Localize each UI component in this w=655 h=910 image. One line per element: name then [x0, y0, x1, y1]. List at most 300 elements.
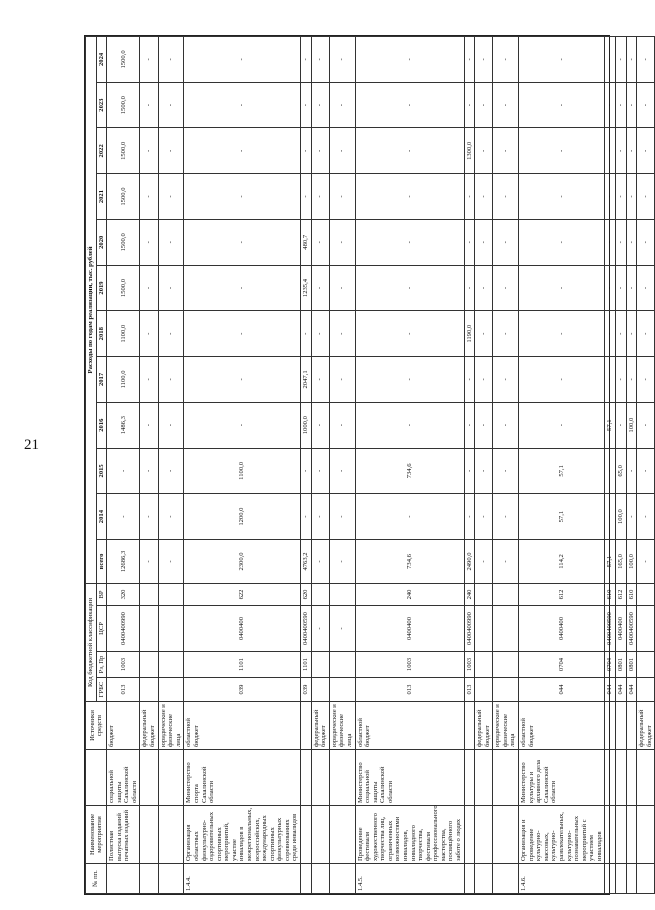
expense-value-cell: 57,1 — [605, 402, 616, 448]
expense-value-cell: - — [475, 128, 493, 174]
expense-value-cell: - — [475, 311, 493, 357]
expense-value-cell: - — [355, 219, 464, 265]
table-row — [184, 37, 301, 894]
table-row — [311, 37, 329, 894]
event-name — [493, 806, 519, 864]
expense-value-cell: - — [329, 494, 355, 540]
executor — [301, 750, 312, 806]
row-number — [626, 864, 637, 894]
budget-code-cell — [329, 678, 355, 702]
budget-code-cell: 013 — [464, 678, 475, 702]
expense-value-cell: - — [464, 37, 475, 83]
expense-value-cell: - — [355, 357, 464, 403]
expense-value-cell: - — [464, 219, 475, 265]
budget-code-cell — [140, 583, 158, 605]
expense-value-cell: - — [301, 494, 312, 540]
funding-source — [626, 702, 637, 750]
budget-code-cell: 612 — [616, 583, 627, 605]
expense-value-cell: 734,6 — [355, 539, 464, 583]
expense-value-cell: 1100,0 — [184, 448, 301, 494]
funding-source — [616, 702, 627, 750]
event-name: Организация областных физкультурно-оздоровительных спортивных мероприятий, участие инвалидов в межрегиональных, всероссийских, международных спортивных физкультурных соревнованиях среди инвалидов — [184, 806, 301, 864]
expense-value-cell: - — [637, 448, 655, 494]
budget-code-cell — [311, 678, 329, 702]
table-row — [493, 37, 519, 894]
expense-value-cell: - — [637, 265, 655, 311]
expense-value-cell: - — [158, 402, 184, 448]
funding-source — [605, 702, 616, 750]
budget-code-cell — [329, 583, 355, 605]
expense-value-cell: - — [464, 448, 475, 494]
budget-code-cell — [158, 606, 184, 652]
expense-value-cell: - — [329, 402, 355, 448]
expense-value-cell: - — [158, 539, 184, 583]
expense-value-cell: - — [626, 219, 637, 265]
row-number — [616, 864, 627, 894]
budget-code-cell: 1003 — [464, 652, 475, 678]
budget-code-cell: 013 — [355, 678, 464, 702]
expense-value-cell: - — [605, 311, 616, 357]
funding-source: федеральный бюджет — [311, 702, 329, 750]
expense-value-cell: 100,0 — [626, 402, 637, 448]
budget-code-cell: 612 — [519, 583, 605, 605]
budget-code-cell — [637, 606, 655, 652]
executor — [626, 750, 637, 806]
budget-code-cell: 0400400 — [355, 606, 464, 652]
expense-value-cell: - — [493, 494, 519, 540]
table-row — [475, 37, 493, 894]
expense-value-cell: 100,0 — [626, 539, 637, 583]
budget-code-cell: - — [311, 606, 329, 652]
funding-source: областной бюджет — [355, 702, 464, 750]
expense-value-cell: - — [355, 37, 464, 83]
budget-code-cell: 044 — [519, 678, 605, 702]
expense-value-cell: 1500,0 — [107, 128, 140, 174]
budget-code-cell: 1003 — [355, 652, 464, 678]
budget-code-cell: 0400400990 — [107, 606, 140, 652]
expense-value-cell: - — [493, 539, 519, 583]
expense-value-cell: - — [519, 311, 605, 357]
expense-value-cell: - — [311, 174, 329, 220]
budget-code-cell — [158, 678, 184, 702]
expense-value-cell: - — [519, 357, 605, 403]
expense-value-cell: - — [519, 219, 605, 265]
expense-value-cell: - — [464, 357, 475, 403]
rotated-table-frame — [84, 35, 653, 895]
budget-code-cell: 0704 — [519, 652, 605, 678]
expense-value-cell: 1486,3 — [107, 402, 140, 448]
expense-value-cell: - — [493, 219, 519, 265]
budget-code-cell — [140, 606, 158, 652]
expense-value-cell: 57,1 — [519, 494, 605, 540]
expense-value-cell: - — [464, 174, 475, 220]
executor — [158, 750, 184, 806]
budget-code-cell: 044 — [605, 678, 616, 702]
expense-value-cell: - — [519, 37, 605, 83]
expense-value-cell: - — [605, 494, 616, 540]
funding-source — [464, 702, 475, 750]
expense-value-cell: - — [355, 174, 464, 220]
expense-value-cell: - — [637, 494, 655, 540]
expense-value-cell: 2047,1 — [301, 357, 312, 403]
expense-value-cell: - — [637, 37, 655, 83]
page-number: 21 — [24, 437, 39, 453]
executor — [329, 750, 355, 806]
header-year-2015: 2015 — [96, 448, 107, 494]
row-number — [605, 864, 616, 894]
table-row — [616, 37, 627, 894]
expense-value-cell: - — [493, 448, 519, 494]
budget-code-cell — [493, 678, 519, 702]
expense-value-cell: - — [626, 82, 637, 128]
expense-value-cell: - — [475, 174, 493, 220]
expense-value-cell: - — [616, 402, 627, 448]
expense-value-cell: - — [637, 357, 655, 403]
budget-code-cell: 0400400990 — [464, 606, 475, 652]
header-exec — [86, 750, 107, 806]
table-row — [355, 37, 464, 894]
row-number — [107, 864, 140, 894]
expense-value-cell: - — [140, 402, 158, 448]
expense-value-cell: 1000,0 — [301, 402, 312, 448]
expense-value-cell: 100,0 — [616, 494, 627, 540]
expense-value-cell: 2490,0 — [464, 539, 475, 583]
header-code-rzpr: Рз, Пр — [96, 652, 107, 678]
expense-value-cell: - — [355, 265, 464, 311]
expense-value-cell: - — [493, 82, 519, 128]
expense-value-cell: - — [140, 174, 158, 220]
table-row — [140, 37, 158, 894]
budget-code-cell — [311, 652, 329, 678]
funding-source: областной бюджет — [184, 702, 301, 750]
budget-code-cell: 013 — [107, 678, 140, 702]
budget-code-cell: 0400400590 — [605, 606, 616, 652]
header-source: Источники средств — [86, 702, 107, 750]
expense-value-cell: - — [140, 265, 158, 311]
expense-value-cell: - — [493, 357, 519, 403]
row-number — [311, 864, 329, 894]
event-name — [464, 806, 475, 864]
expense-value-cell: - — [626, 494, 637, 540]
budget-code-cell: 1003 — [107, 652, 140, 678]
executor — [637, 750, 655, 806]
budget-code-cell: 044 — [626, 678, 637, 702]
expense-value-cell: - — [311, 448, 329, 494]
event-name — [329, 806, 355, 864]
expense-value-cell: - — [329, 357, 355, 403]
expense-value-cell: - — [616, 128, 627, 174]
expense-value-cell: 57,1 — [605, 539, 616, 583]
expense-value-cell: - — [184, 357, 301, 403]
header-year-2014: 2014 — [96, 494, 107, 540]
expense-value-cell: - — [311, 128, 329, 174]
budget-code-cell — [637, 583, 655, 605]
budget-code-cell: 039 — [184, 678, 301, 702]
expense-value-cell: - — [493, 311, 519, 357]
header-years-group: Расходы по годам реализации, тыс. рублей — [86, 37, 97, 584]
event-name — [637, 806, 655, 864]
budget-code-cell: 0704 — [605, 652, 616, 678]
expense-value-cell: - — [605, 448, 616, 494]
expense-value-cell: 1190,0 — [464, 311, 475, 357]
budget-code-cell: 0801 — [616, 652, 627, 678]
expense-value-cell: - — [519, 128, 605, 174]
budget-code-cell: 0400400590 — [301, 606, 312, 652]
expense-value-cell: - — [605, 82, 616, 128]
expense-value-cell: - — [519, 265, 605, 311]
row-number — [637, 864, 655, 894]
expense-value-cell: - — [605, 265, 616, 311]
expense-value-cell: - — [519, 402, 605, 448]
expense-value-cell: - — [616, 311, 627, 357]
expense-value-cell: - — [311, 539, 329, 583]
expense-value-cell: 1500,0 — [107, 37, 140, 83]
expense-value-cell: 4763,2 — [301, 539, 312, 583]
executor — [475, 750, 493, 806]
row-number: 1.4.5. — [355, 864, 464, 894]
executor: Министерство социальной защиты Сахалинской области — [355, 750, 464, 806]
expense-value-cell: - — [140, 357, 158, 403]
expense-value-cell: - — [616, 265, 627, 311]
expense-value-cell: - — [184, 174, 301, 220]
expense-value-cell: - — [605, 174, 616, 220]
budget-code-cell — [475, 678, 493, 702]
budget-code-cell — [475, 606, 493, 652]
header-year-2016: 2016 — [96, 402, 107, 448]
header-year-2021: 2021 — [96, 174, 107, 220]
budget-code-cell — [158, 583, 184, 605]
expense-value-cell: 1235,4 — [301, 265, 312, 311]
table-row — [301, 37, 312, 894]
expense-value-cell: - — [355, 311, 464, 357]
budget-table — [85, 36, 655, 894]
row-number — [464, 864, 475, 894]
expense-value-cell: 1500,0 — [107, 82, 140, 128]
expense-value-cell: - — [464, 494, 475, 540]
event-name — [605, 806, 616, 864]
budget-code-cell: 0400400 — [616, 606, 627, 652]
expense-value-cell: - — [355, 402, 464, 448]
expense-value-cell: - — [329, 128, 355, 174]
row-number: 1.4.6. — [519, 864, 605, 894]
header-year-2024: 2024 — [96, 37, 107, 83]
expense-value-cell: - — [637, 402, 655, 448]
expense-value-cell: - — [637, 82, 655, 128]
expense-value-cell: - — [301, 37, 312, 83]
expense-value-cell: - — [311, 311, 329, 357]
expense-value-cell: - — [329, 219, 355, 265]
executor — [616, 750, 627, 806]
executor — [605, 750, 616, 806]
budget-code-cell — [493, 583, 519, 605]
budget-code-cell: 622 — [184, 583, 301, 605]
expense-value-cell: - — [464, 82, 475, 128]
expense-value-cell: - — [355, 494, 464, 540]
expense-value-cell: - — [184, 128, 301, 174]
executor: Министерство культуры и архивного дела Сахалинской области — [519, 750, 605, 806]
header-code-group: Код бюджетной классификации — [86, 583, 97, 701]
funding-source: юридические и физические лица — [493, 702, 519, 750]
expense-value-cell: - — [605, 219, 616, 265]
budget-code-cell: 044 — [616, 678, 627, 702]
header-year-2023: 2023 — [96, 82, 107, 128]
event-name: Полистная выпуска изданий печатных изданий — [107, 806, 140, 864]
budget-code-cell: 240 — [464, 583, 475, 605]
expense-value-cell: - — [158, 82, 184, 128]
expense-value-cell: 1200,0 — [184, 494, 301, 540]
funding-source: бюджет — [107, 702, 140, 750]
expense-value-cell: - — [475, 448, 493, 494]
header-year-2018: 2018 — [96, 311, 107, 357]
expense-value-cell: - — [637, 174, 655, 220]
expense-value-cell: - — [626, 448, 637, 494]
table-row — [329, 37, 355, 894]
expense-value-cell: 1100,0 — [107, 357, 140, 403]
budget-code-cell: 320 — [107, 583, 140, 605]
expense-value-cell: - — [184, 311, 301, 357]
budget-code-cell: 610 — [626, 583, 637, 605]
budget-code-cell — [329, 652, 355, 678]
expense-value-cell: - — [519, 174, 605, 220]
expense-value-cell: 1500,0 — [107, 219, 140, 265]
expense-value-cell: - — [158, 37, 184, 83]
expense-value-cell: - — [329, 265, 355, 311]
expense-value-cell: - — [626, 311, 637, 357]
expense-value-cell: - — [301, 311, 312, 357]
expense-value-cell: - — [355, 128, 464, 174]
budget-code-cell — [140, 652, 158, 678]
expense-value-cell: - — [616, 357, 627, 403]
expense-value-cell: - — [493, 265, 519, 311]
executor: социальной защиты Сахалинской области — [107, 750, 140, 806]
event-name — [475, 806, 493, 864]
expense-value-cell: 57,1 — [519, 448, 605, 494]
event-name — [140, 806, 158, 864]
expense-value-cell: - — [637, 219, 655, 265]
expense-value-cell: - — [311, 37, 329, 83]
expense-value-cell: - — [311, 82, 329, 128]
budget-code-cell: 0801 — [626, 652, 637, 678]
expense-value-cell: - — [475, 265, 493, 311]
expense-value-cell: - — [616, 37, 627, 83]
header-row-1 — [86, 37, 97, 894]
budget-code-cell: 0400400 — [519, 606, 605, 652]
budget-code-cell — [311, 583, 329, 605]
expense-value-cell: - — [158, 128, 184, 174]
funding-source: федеральный бюджет — [637, 702, 655, 750]
row-number: 1.4.4. — [184, 864, 301, 894]
event-name: Организация и проведение культурно-массовых, культурно-развлекательных, культурно-познавательных мероприятий с участием инвалидов — [519, 806, 605, 864]
expense-value-cell: - — [329, 37, 355, 83]
expense-value-cell: - — [311, 402, 329, 448]
expense-value-cell: - — [140, 448, 158, 494]
table-row — [637, 37, 655, 894]
budget-code-cell — [158, 652, 184, 678]
expense-value-cell: - — [464, 402, 475, 448]
expense-value-cell: - — [605, 357, 616, 403]
expense-value-cell: - — [616, 82, 627, 128]
budget-code-cell: 1101 — [301, 652, 312, 678]
expense-value-cell: - — [184, 37, 301, 83]
expense-value-cell: - — [626, 128, 637, 174]
table-row — [107, 37, 140, 894]
funding-source — [301, 702, 312, 750]
expense-value-cell: 1500,0 — [107, 265, 140, 311]
expense-value-cell: - — [311, 219, 329, 265]
expense-value-cell: - — [493, 402, 519, 448]
expense-value-cell: 734,6 — [355, 448, 464, 494]
table-row — [519, 37, 605, 894]
header-year-2017: 2017 — [96, 357, 107, 403]
expense-value-cell: 114,2 — [519, 539, 605, 583]
expense-value-cell: - — [626, 357, 637, 403]
expense-value-cell: - — [475, 494, 493, 540]
expense-value-cell: - — [158, 448, 184, 494]
budget-code-cell — [475, 583, 493, 605]
expense-value-cell: 2300,0 — [184, 539, 301, 583]
expense-value-cell: 1100,0 — [107, 311, 140, 357]
budget-code-cell: 0400400 — [184, 606, 301, 652]
expense-value-cell: - — [311, 494, 329, 540]
expense-value-cell: - — [311, 265, 329, 311]
expense-value-cell: - — [184, 219, 301, 265]
executor — [140, 750, 158, 806]
expense-value-cell: - — [184, 265, 301, 311]
expense-value-cell: - — [329, 174, 355, 220]
expense-value-cell: - — [637, 311, 655, 357]
table-row — [626, 37, 637, 894]
executor — [493, 750, 519, 806]
expense-value-cell: - — [475, 82, 493, 128]
expense-value-cell: - — [329, 539, 355, 583]
header-name: Наименование мероприятия — [86, 806, 107, 864]
expense-value-cell: - — [626, 174, 637, 220]
budget-code-cell — [475, 652, 493, 678]
funding-source: юридические и физические лица — [158, 702, 184, 750]
budget-code-cell: 620 — [301, 583, 312, 605]
expense-value-cell: - — [158, 311, 184, 357]
expense-value-cell: 1500,0 — [107, 174, 140, 220]
expense-value-cell: - — [158, 174, 184, 220]
expense-value-cell: - — [140, 219, 158, 265]
header-year-total: всего — [96, 539, 107, 583]
expense-value-cell: - — [605, 37, 616, 83]
expense-value-cell: - — [493, 174, 519, 220]
table-row — [464, 37, 475, 894]
budget-code-cell: 039 — [301, 678, 312, 702]
budget-code-cell: 0400400590 — [626, 606, 637, 652]
expense-value-cell: - — [184, 82, 301, 128]
header-year-2022: 2022 — [96, 128, 107, 174]
expense-value-cell: - — [301, 82, 312, 128]
budget-code-cell — [637, 678, 655, 702]
expense-value-cell: - — [464, 265, 475, 311]
table-row — [605, 37, 616, 894]
table-row — [158, 37, 184, 894]
header-no: № пп. — [86, 864, 107, 894]
expense-value-cell: 165,0 — [616, 539, 627, 583]
budget-code-cell: 1101 — [184, 652, 301, 678]
event-name — [311, 806, 329, 864]
expense-value-cell: - — [475, 539, 493, 583]
row-number — [140, 864, 158, 894]
expense-value-cell: - — [329, 82, 355, 128]
event-name — [301, 806, 312, 864]
expense-value-cell: - — [301, 128, 312, 174]
event-name — [158, 806, 184, 864]
expense-value-cell: - — [475, 402, 493, 448]
expense-value-cell: - — [140, 128, 158, 174]
